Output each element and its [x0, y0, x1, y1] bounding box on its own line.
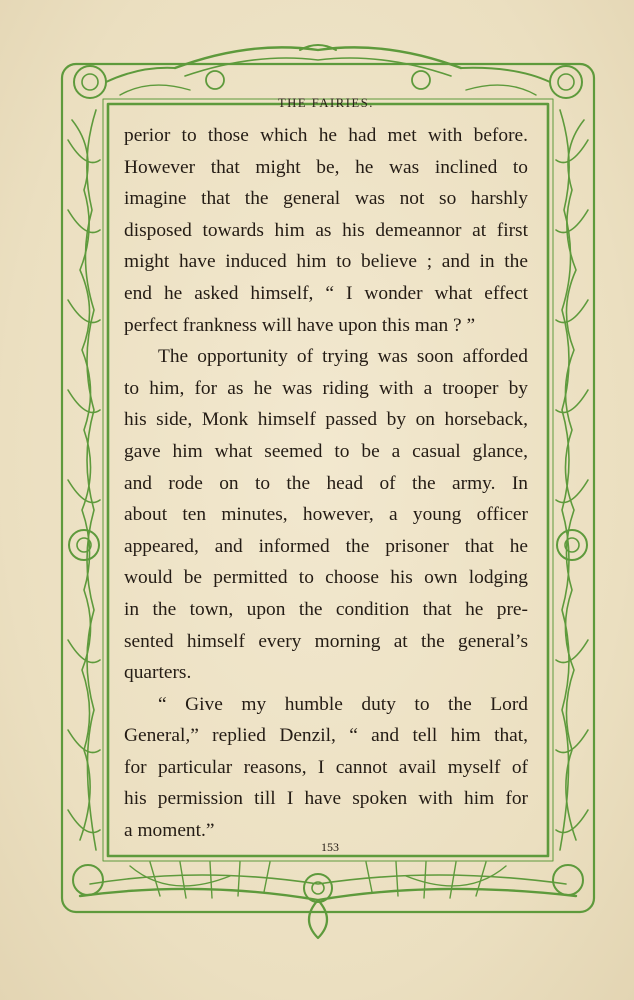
text-line: to him, for as he was riding with a trooper by [124, 377, 528, 399]
text-line: in the town, upon the condition that he pre- [124, 598, 528, 620]
text-line: his permission till I have spoken with him for [124, 788, 528, 810]
text-line: might have induced him to believe ; and in the [124, 251, 528, 273]
text-line: appeared, and informed the prisoner that he [124, 535, 528, 557]
text-line: his side, Monk himself passed by on horseback, [124, 409, 528, 431]
text-line: disposed towards him as his demeannor at first [124, 219, 528, 241]
text-line: about ten minutes, however, a young officer [124, 504, 528, 526]
text-line: General,” replied Denzil, “ and tell him that, [124, 725, 528, 747]
body-text [124, 120, 528, 847]
text-line: “ Give my humble duty to the Lord [158, 693, 528, 715]
text-line: However that might be, he was inclined to [124, 156, 528, 178]
page-number: 153 [321, 840, 339, 854]
text-line: The opportunity of trying was soon afforded [158, 346, 528, 368]
text-line: end he asked himself, “ I wonder what effect [124, 282, 528, 304]
paragraph-1 [124, 120, 528, 341]
text-line: quarters. [124, 662, 192, 684]
running-head: THE FAIRIES. [277, 96, 375, 110]
text-line: and rode on to the head of the army. In [124, 472, 528, 494]
text-line: gave him what seemed to be a casual glance, [124, 440, 528, 462]
paragraph-3 [124, 689, 528, 847]
text-line: imagine that the general was not so harshly [124, 188, 528, 210]
paragraph-2 [124, 341, 528, 689]
text-line: perior to those which he had met with before. [124, 125, 528, 146]
text-line: would be permitted to choose his own lodging [124, 567, 528, 589]
text-line: sented himself every morning at the general’s [124, 630, 528, 652]
text-line: perfect frankness will have upon this man ? ” [124, 314, 476, 336]
text-line: a moment.” [124, 820, 215, 842]
text-line: for particular reasons, I cannot avail myself of [124, 756, 528, 778]
